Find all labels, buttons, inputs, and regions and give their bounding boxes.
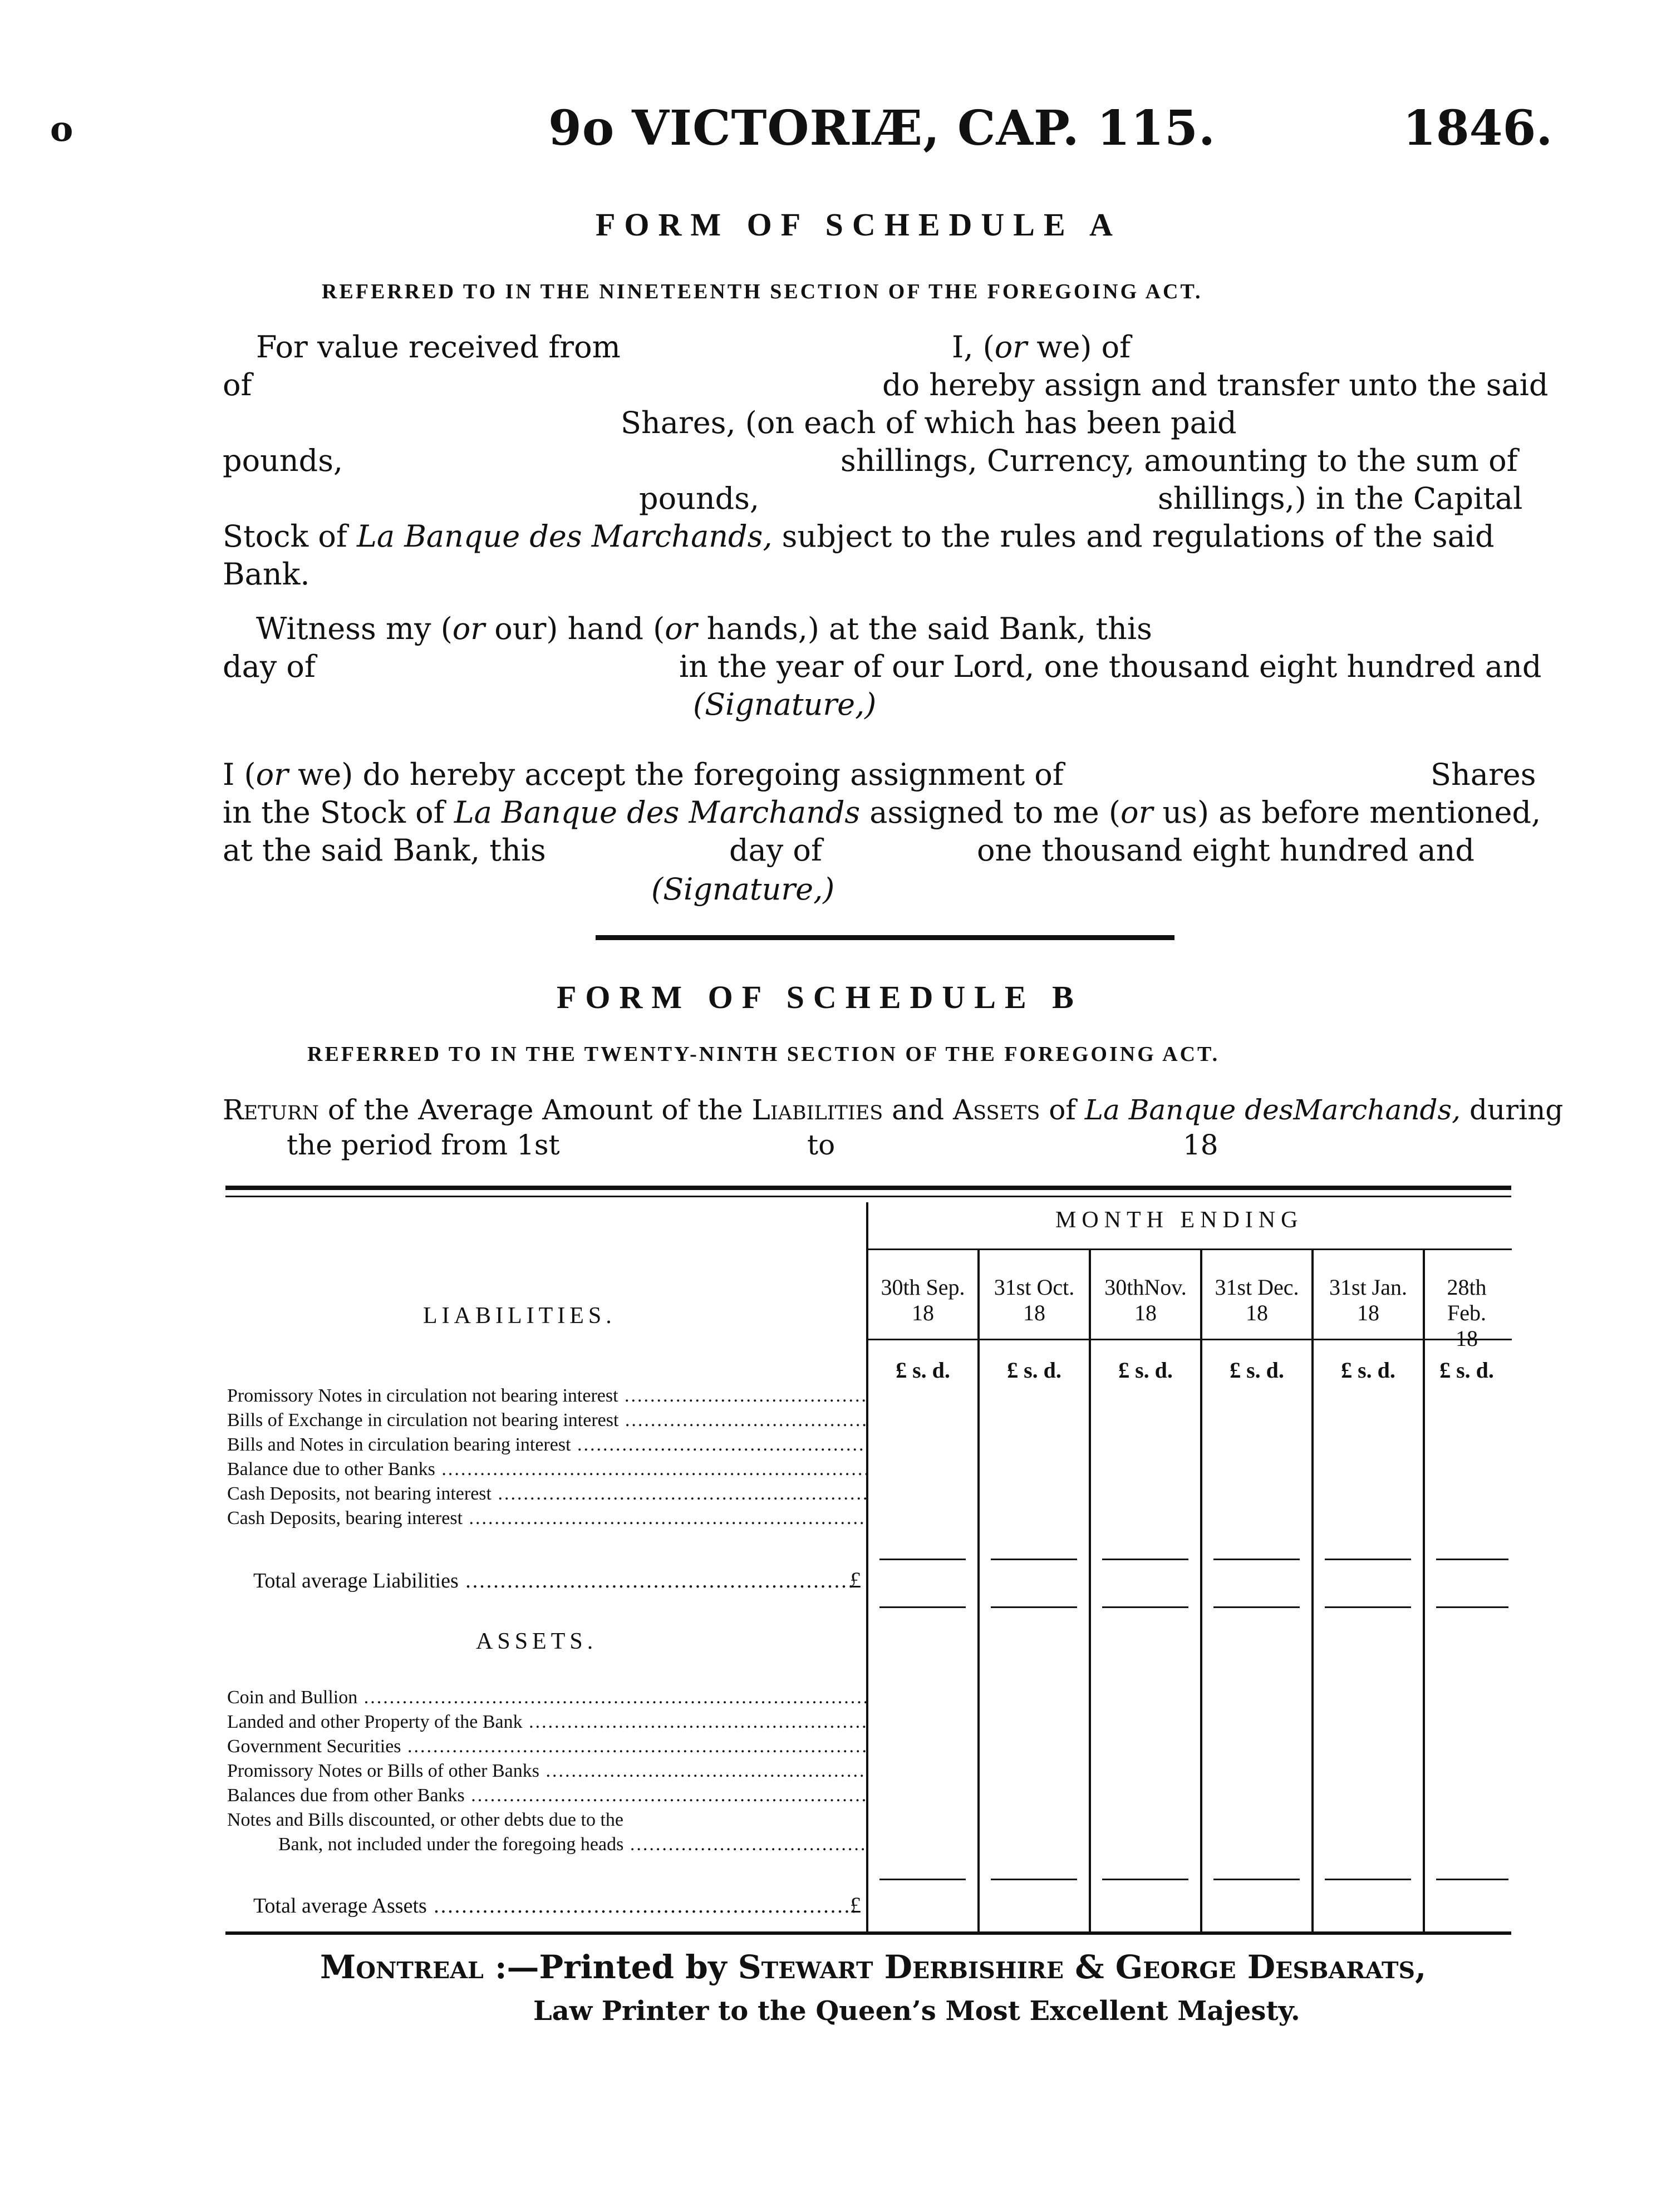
currency-units: £ s. d.	[1230, 1358, 1284, 1383]
text-line: do hereby assign and transfer unto the said	[882, 367, 1549, 402]
assets-heading: ASSETS.	[476, 1629, 598, 1654]
column-header: 31st Oct. 18	[994, 1275, 1075, 1325]
total-rule	[1213, 1559, 1300, 1560]
margin-mark: o	[50, 109, 73, 149]
column-header: 28th Feb. 18	[1447, 1275, 1487, 1351]
column-header: 30th Sep. 18	[881, 1275, 965, 1325]
liability-row: Cash Deposits, not bearing interest .....	[227, 1482, 867, 1506]
currency-units: £ s. d.	[1439, 1358, 1494, 1383]
text-line: one thousand eight hundred and	[977, 833, 1475, 868]
table-top-rule	[225, 1186, 1511, 1190]
section-divider	[596, 935, 1174, 940]
text-line: the period from 1st	[287, 1129, 560, 1161]
asset-row: Government Securities .....	[227, 1734, 867, 1759]
text-line: Witness my (or our) hand (or hands,) at the said Bank, this	[256, 611, 1152, 646]
text-line: pounds,	[639, 481, 760, 516]
total-rule	[879, 1606, 966, 1608]
table-top-rule	[225, 1196, 1511, 1197]
signature-label: (Signature,)	[693, 687, 877, 722]
asset-row: Coin and Bullion .....	[227, 1685, 867, 1710]
date-row-rule	[866, 1339, 1512, 1340]
liability-row: Bills and Notes in circulation bearing interest .....	[227, 1433, 867, 1457]
table-bottom-rule	[225, 1931, 1511, 1935]
text-line: at the said Bank, this	[223, 833, 546, 868]
text-line: in the year of our Lord, one thousand eight hundred and	[679, 649, 1542, 684]
text-line: to	[807, 1129, 835, 1161]
liability-row: Cash Deposits, bearing interest .....	[227, 1506, 867, 1531]
pound-sign: £	[850, 1567, 861, 1592]
text-line: Stock of La Banque des Marchands, subject to the rules and regulations of the said	[223, 519, 1495, 554]
total-rule	[1213, 1879, 1300, 1880]
total-liabilities-label: Total average Liabilities .....	[253, 1569, 854, 1593]
total-rule	[879, 1879, 966, 1880]
asset-row-continuation: Bank, not included under the foregoing heads .....	[278, 1832, 867, 1857]
text-line: day of	[729, 833, 822, 868]
text-line: I (or we) do hereby accept the foregoing assignment of	[223, 757, 1064, 792]
text-line: Bank.	[223, 557, 310, 592]
asset-row: Balances due from other Banks .....	[227, 1783, 867, 1808]
text-line: in the Stock of La Banque des Marchands assigned to me (or us) as before mentioned,	[223, 795, 1541, 830]
text-line: 18	[1183, 1129, 1218, 1161]
text-line: pounds,	[223, 443, 343, 478]
currency-units: £ s. d.	[896, 1358, 950, 1383]
column-header: 30thNov. 18	[1104, 1275, 1187, 1325]
text-line: of	[223, 367, 252, 402]
total-rule	[991, 1879, 1077, 1880]
text-line: I, (or we) of	[952, 330, 1131, 365]
total-rule	[1325, 1559, 1411, 1560]
column-rule	[1089, 1250, 1091, 1931]
running-title: 9o VICTORIÆ, CAP. 115.	[548, 100, 1216, 156]
liabilities-heading: LIABILITIES.	[423, 1303, 616, 1329]
asset-row: Landed and other Property of the Bank .....	[227, 1710, 867, 1734]
column-header: 31st Jan. 18	[1329, 1275, 1407, 1325]
currency-units: £ s. d.	[1007, 1358, 1061, 1383]
liability-row: Promissory Notes in circulation not bearing interest .....	[227, 1384, 867, 1408]
asset-row: Notes and Bills discounted, or other debts due to the	[227, 1810, 623, 1830]
total-rule	[1436, 1559, 1508, 1560]
running-year: 1846.	[1403, 100, 1553, 156]
currency-units: £ s. d.	[1118, 1358, 1173, 1383]
pound-sign: £	[850, 1893, 861, 1918]
schedule-b-heading: FORM OF SCHEDULE B	[557, 979, 1083, 1015]
text-line: Shares, (on each of which has been paid	[621, 405, 1237, 440]
asset-row: Promissory Notes or Bills of other Banks .....	[227, 1759, 867, 1783]
total-rule	[879, 1559, 966, 1560]
imprint-line: Montreal :—Printed by Stewart Derbishire & George Desbarats,	[320, 1948, 1427, 1986]
total-rule	[1325, 1606, 1411, 1608]
total-rule	[1436, 1606, 1508, 1608]
total-rule	[991, 1559, 1077, 1560]
text-line: day of	[223, 649, 316, 684]
month-ending-label: MONTH ENDING	[1055, 1207, 1304, 1233]
total-rule	[991, 1606, 1077, 1608]
liability-row: Bills of Exchange in circulation not bearing interest .....	[227, 1408, 867, 1433]
column-header: 31st Dec. 18	[1215, 1275, 1299, 1325]
total-rule	[1325, 1879, 1411, 1880]
text-line: Return of the Average Amount of the Liabilities and Assets of La Banque desMarchands, during	[223, 1094, 1564, 1126]
schedule-a-heading: FORM OF SCHEDULE A	[596, 207, 1122, 243]
column-rule	[1311, 1250, 1314, 1931]
schedule-b-subheading: REFERRED TO IN THE TWENTY-NINTH SECTION OF THE FOREGOING ACT.	[307, 1043, 1220, 1066]
column-rule	[977, 1250, 980, 1931]
text-line: shillings,) in the Capital	[1158, 481, 1523, 516]
total-assets-label: Total average Assets .....	[253, 1894, 854, 1918]
text-line: Shares	[1431, 757, 1536, 792]
signature-label: (Signature,)	[651, 872, 835, 907]
total-rule	[1102, 1606, 1188, 1608]
currency-units: £ s. d.	[1341, 1358, 1395, 1383]
column-rule	[1423, 1250, 1425, 1931]
column-rule	[1200, 1250, 1202, 1931]
text-line: For value received from	[256, 330, 621, 365]
imprint-line: Law Printer to the Queen’s Most Excellent Majesty.	[533, 1995, 1300, 2027]
text-line: shillings, Currency, amounting to the sum of	[841, 443, 1518, 478]
liability-row: Balance due to other Banks .....	[227, 1457, 867, 1482]
schedule-a-subheading: REFERRED TO IN THE NINETEENTH SECTION OF THE FOREGOING ACT.	[322, 280, 1203, 303]
total-rule	[1213, 1606, 1300, 1608]
total-rule	[1102, 1879, 1188, 1880]
month-ending-rule	[866, 1248, 1512, 1250]
total-rule	[1436, 1879, 1508, 1880]
total-rule	[1102, 1559, 1188, 1560]
